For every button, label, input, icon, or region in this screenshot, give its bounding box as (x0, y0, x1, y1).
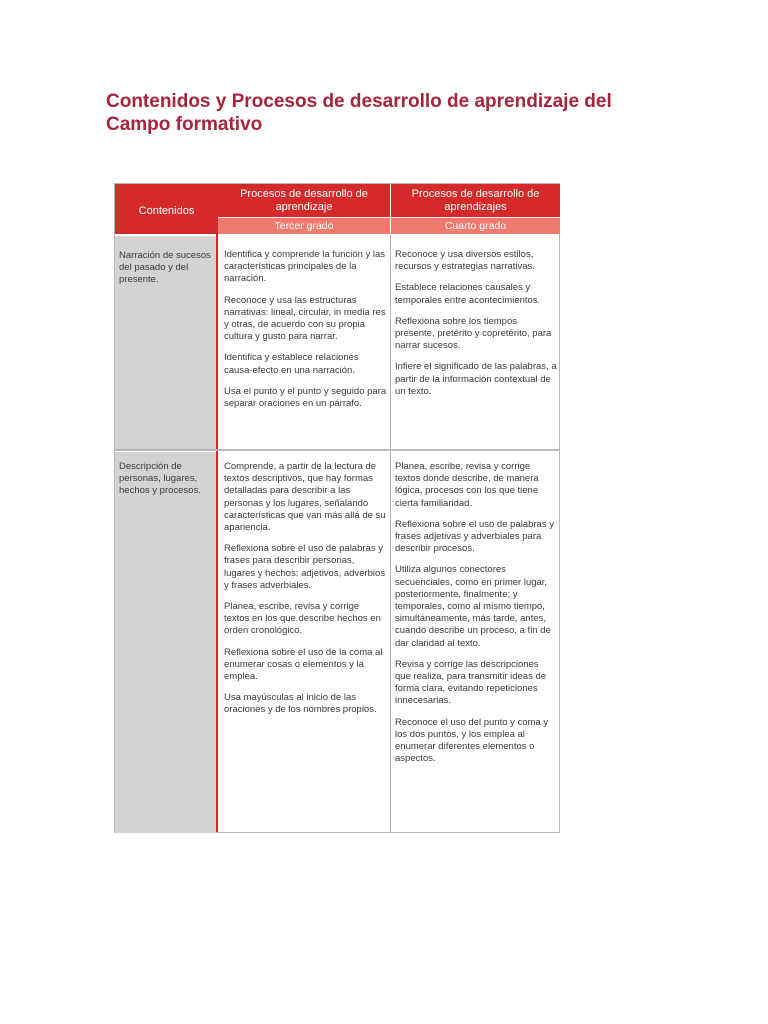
header-contenidos (115, 184, 218, 234)
row2-col2-item: Reflexiona sobre el uso de palabras y frases adjetivas y adverbiales para describir procesos. (395, 518, 554, 555)
grade-header-tercer (218, 218, 390, 234)
row1-col2-item: Establece relaciones causales y temporales entre acontecimientos. (395, 282, 541, 306)
row2-col2-item: Reconoce el uso del punto y coma y los dos puntos, y los emplea al enumerar diferentes elementos o aspectos. (395, 716, 549, 765)
row2-col2-item: Utiliza algunos conectores secuenciales, como en primer lugar, posteriormente, finalmente; y temporales, como al mismo tiempo, simultáneamente, más tarde, antes, cuando describe un proceso, a fin de dar claridad al texto. (395, 564, 551, 649)
row1-col1-item: Reconoce y usa las estructuras narrativas: lineal, circular, in media res y otras, de acuerdo con su propia cultura y gusto para narrar. (224, 294, 386, 343)
grade-column-divider (390, 234, 391, 832)
page-title: Contenidos y Procesos de desarrollo de aprendizaje del Campo formativo (106, 91, 612, 135)
row1-col1-item: Identifica y comprende la función y las características principales de la narración. (224, 249, 386, 285)
row1-content (115, 236, 216, 449)
header-col2 (391, 184, 560, 217)
row1-col1-item: Identifica y establece relaciones causa-efecto en una narración. (224, 352, 359, 376)
row-divider (115, 449, 560, 451)
header-contenidos-label: Contenidos (138, 205, 195, 217)
row1-col1 (221, 236, 389, 449)
header-col1 (218, 184, 390, 217)
row2-col1-item: Reflexiona sobre el uso de la coma al enumerar cosas o elementos y la emplea. (224, 646, 383, 683)
row1-col2-item: Infiere el significado de las palabras, a partir de la información contextual de un texto. (395, 361, 557, 397)
row1-col1-item: Usa el punto y el punto y seguido para separar oraciones en un párrafo. (224, 385, 387, 410)
row2-col1-item: Planea, escribe, revisa y corrige textos en los que describe hechos en orden cronológico. (224, 601, 381, 637)
row2-col1-item: Reflexiona sobre el uso de palabras y frases para describir personas, lugares y hechos: adjetivos, adverbios y frases adverbiales. (224, 543, 386, 591)
row1-col2 (392, 236, 560, 449)
row2-col1 (221, 452, 389, 833)
row2-content (115, 452, 216, 833)
row1-content-text: Narración de sucesos del pasado y del presente. (119, 250, 211, 286)
curriculum-table (114, 183, 560, 833)
header-grade-divider (218, 217, 560, 218)
grade-cuarto-label: Cuarto grado (444, 220, 507, 232)
grade-header-cuarto (391, 218, 560, 234)
header-column-divider (390, 184, 391, 234)
row1-col2-item: Reflexiona sobre los tiempos presente, pretérito y copretérito, para narrar sucesos. (395, 315, 552, 352)
row1-col2-item: Reconoce y usa diversos estilos, recursos y estrategias narrativas. (395, 249, 535, 273)
row2-col2-item: Revisa y corrige las descripciones que realiza, para transmitir ideas de forma clara, evitando repeticiones innecesarias. (395, 658, 547, 707)
header-col1-label: Procesos de desarrollo de aprendizaje (240, 188, 368, 213)
row2-col1-item: Usa mayúsculas al inicio de las oraciones y de los nombres propios. (224, 692, 377, 716)
row2-col2 (392, 452, 560, 833)
row2-content-text: Descripción de personas, lugares, hechos y procesos. (119, 461, 201, 497)
grade-tercer-label: Tercer grado (274, 220, 334, 232)
header-col2-label: Procesos de desarrollo de aprendizajes (411, 188, 540, 213)
content-column-divider (216, 234, 218, 832)
row2-col1-item: Comprende, a partir de la lectura de textos descriptivos, que hay formas detalladas para describir a las personas y los lugares, señalando características que van más allá de su apariencia. (224, 461, 386, 534)
row2-col2-item: Planea, escribe, revisa y corrige textos donde describe, de manera lógica, procesos con los que tiene cierta familiaridad. (395, 461, 539, 509)
